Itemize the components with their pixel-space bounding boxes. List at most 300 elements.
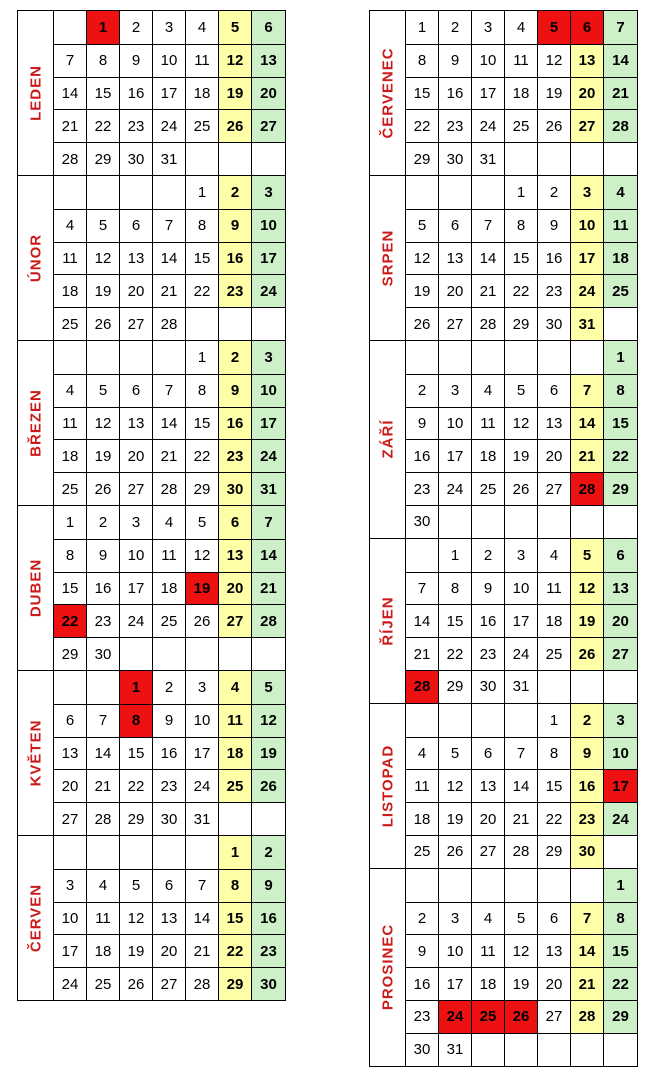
month-block [18, 835, 285, 1000]
day-cell: 27 [571, 109, 604, 142]
empty-cell [505, 142, 538, 175]
day-cell: 7 [406, 572, 439, 605]
day-cell: 9 [120, 44, 153, 77]
day-cell: 19 [219, 77, 252, 110]
day-cell: 6 [472, 737, 505, 770]
empty-cell [571, 670, 604, 703]
day-cell: 15 [87, 77, 120, 110]
month-name: PROSINEC [379, 923, 396, 1011]
day-cell: 19 [505, 967, 538, 1000]
day-cell: 3 [153, 11, 186, 44]
day-cell: 24 [252, 439, 285, 472]
day-cell: 15 [186, 242, 219, 275]
day-cell: 2 [219, 176, 252, 209]
day-cell: 26 [406, 307, 439, 340]
day-cell: 24 [505, 637, 538, 670]
day-cell: 16 [406, 439, 439, 472]
day-cell: 24 [439, 1000, 472, 1033]
day-cell: 20 [604, 604, 637, 637]
day-cell: 17 [252, 242, 285, 275]
day-cell: 30 [439, 142, 472, 175]
day-cell: 12 [219, 44, 252, 77]
day-cell: 2 [571, 704, 604, 737]
day-cell: 5 [87, 209, 120, 242]
day-cell: 13 [120, 407, 153, 440]
month-block [370, 538, 637, 703]
day-cell: 26 [505, 1000, 538, 1033]
day-cell: 7 [54, 44, 87, 77]
empty-cell [472, 869, 505, 902]
day-cell: 28 [153, 307, 186, 340]
day-cell: 16 [120, 77, 153, 110]
empty-cell [252, 142, 285, 175]
day-cell: 3 [439, 902, 472, 935]
month-label-cell [18, 176, 54, 340]
day-cell: 14 [571, 407, 604, 440]
empty-cell [87, 341, 120, 374]
day-cell: 15 [505, 242, 538, 275]
day-cell: 9 [153, 704, 186, 737]
day-cell: 14 [252, 539, 285, 572]
day-cell: 20 [571, 77, 604, 110]
day-cell: 24 [472, 109, 505, 142]
day-cell: 18 [87, 934, 120, 967]
empty-cell [87, 176, 120, 209]
month-block [370, 703, 637, 868]
day-cell: 28 [54, 142, 87, 175]
day-cell: 17 [186, 737, 219, 770]
day-cell: 7 [186, 869, 219, 902]
day-cell: 23 [87, 604, 120, 637]
day-cell: 1 [186, 341, 219, 374]
day-cell: 25 [219, 769, 252, 802]
day-cell: 19 [252, 737, 285, 770]
day-cell: 21 [571, 967, 604, 1000]
day-cell: 22 [219, 934, 252, 967]
day-cell: 6 [538, 374, 571, 407]
day-cell: 6 [604, 539, 637, 572]
empty-cell [186, 307, 219, 340]
day-cell: 26 [120, 967, 153, 1000]
empty-cell [54, 11, 87, 44]
day-cell: 2 [252, 836, 285, 869]
day-cell: 20 [538, 967, 571, 1000]
empty-cell [604, 142, 637, 175]
day-cell: 6 [54, 704, 87, 737]
day-cell: 11 [538, 572, 571, 605]
day-cell: 12 [120, 902, 153, 935]
calendar-column-right [369, 10, 638, 1067]
day-cell: 14 [571, 934, 604, 967]
day-cell: 27 [439, 307, 472, 340]
day-cell: 28 [472, 307, 505, 340]
day-cell: 4 [505, 11, 538, 44]
day-cell: 15 [538, 769, 571, 802]
month-name: ÚNOR [27, 233, 44, 283]
day-cell: 27 [120, 472, 153, 505]
day-cell: 3 [571, 176, 604, 209]
day-cell: 20 [120, 274, 153, 307]
day-cell: 3 [439, 374, 472, 407]
month-name: LISTOPAD [379, 744, 396, 827]
day-cell: 15 [120, 737, 153, 770]
month-name: ČERVENEC [379, 47, 396, 139]
day-cell: 21 [87, 769, 120, 802]
day-cell: 14 [505, 769, 538, 802]
day-cell: 10 [571, 209, 604, 242]
day-cell: 1 [604, 869, 637, 902]
day-cell: 2 [472, 539, 505, 572]
day-cell: 1 [406, 11, 439, 44]
day-cell: 17 [439, 967, 472, 1000]
empty-cell [406, 539, 439, 572]
day-cell: 7 [153, 374, 186, 407]
day-cell: 9 [538, 209, 571, 242]
day-cell: 26 [219, 109, 252, 142]
day-cell: 28 [252, 604, 285, 637]
empty-cell [406, 341, 439, 374]
empty-cell [505, 1033, 538, 1066]
month-label-cell [18, 671, 54, 835]
day-cell: 13 [252, 44, 285, 77]
day-cell: 24 [54, 967, 87, 1000]
day-cell: 2 [219, 341, 252, 374]
day-cell: 4 [538, 539, 571, 572]
day-cell: 27 [153, 967, 186, 1000]
empty-cell [505, 341, 538, 374]
day-cell: 29 [87, 142, 120, 175]
empty-cell [54, 176, 87, 209]
day-cell: 11 [153, 539, 186, 572]
day-cell: 9 [406, 934, 439, 967]
day-cell: 3 [186, 671, 219, 704]
empty-cell [120, 176, 153, 209]
day-cell: 24 [120, 604, 153, 637]
day-cell: 9 [439, 44, 472, 77]
day-cell: 7 [571, 902, 604, 935]
day-cell: 25 [87, 967, 120, 1000]
day-cell: 29 [538, 835, 571, 868]
day-cell: 8 [505, 209, 538, 242]
month-block [370, 868, 637, 1066]
day-cell: 5 [538, 11, 571, 44]
day-cell: 11 [406, 769, 439, 802]
day-cell: 2 [406, 374, 439, 407]
day-cell: 27 [120, 307, 153, 340]
empty-cell [406, 704, 439, 737]
empty-cell [472, 1033, 505, 1066]
day-cell: 3 [505, 539, 538, 572]
empty-cell [54, 341, 87, 374]
month-name: ZÁŘÍ [379, 419, 396, 459]
day-cell: 30 [120, 142, 153, 175]
day-cell: 23 [120, 109, 153, 142]
day-cell: 10 [252, 209, 285, 242]
day-cell: 6 [571, 11, 604, 44]
day-cell: 7 [472, 209, 505, 242]
day-cell: 14 [54, 77, 87, 110]
day-cell: 21 [505, 802, 538, 835]
day-cell: 1 [505, 176, 538, 209]
day-cell: 21 [406, 637, 439, 670]
day-cell: 1 [54, 506, 87, 539]
day-cell: 5 [186, 506, 219, 539]
day-cell: 11 [87, 902, 120, 935]
month-label-cell [18, 836, 54, 1000]
empty-cell [538, 869, 571, 902]
day-cell: 13 [538, 934, 571, 967]
day-cell: 29 [120, 802, 153, 835]
day-cell: 14 [87, 737, 120, 770]
day-cell: 29 [505, 307, 538, 340]
empty-cell [538, 341, 571, 374]
empty-cell [219, 637, 252, 670]
day-cell: 19 [571, 604, 604, 637]
empty-cell [153, 341, 186, 374]
day-cell: 26 [87, 307, 120, 340]
empty-cell [604, 307, 637, 340]
day-cell: 12 [406, 242, 439, 275]
empty-cell [186, 637, 219, 670]
day-cell: 29 [439, 670, 472, 703]
day-cell: 17 [472, 77, 505, 110]
day-cell: 13 [538, 407, 571, 440]
empty-cell [604, 1033, 637, 1066]
empty-cell [571, 1033, 604, 1066]
day-cell: 31 [505, 670, 538, 703]
day-cell: 16 [472, 604, 505, 637]
day-cell: 13 [120, 242, 153, 275]
empty-cell [186, 142, 219, 175]
empty-cell [538, 142, 571, 175]
day-cell: 22 [406, 109, 439, 142]
day-cell: 4 [87, 869, 120, 902]
day-cell: 16 [153, 737, 186, 770]
day-cell: 12 [87, 407, 120, 440]
empty-cell [252, 802, 285, 835]
day-cell: 6 [153, 869, 186, 902]
day-cell: 2 [406, 902, 439, 935]
day-cell: 16 [252, 902, 285, 935]
empty-cell [87, 671, 120, 704]
day-cell: 17 [604, 769, 637, 802]
empty-cell [538, 505, 571, 538]
empty-cell [252, 307, 285, 340]
day-cell: 28 [87, 802, 120, 835]
empty-cell [120, 637, 153, 670]
day-cell: 14 [153, 407, 186, 440]
day-cell: 14 [406, 604, 439, 637]
day-cell: 25 [54, 307, 87, 340]
day-cell: 7 [571, 374, 604, 407]
day-cell: 5 [120, 869, 153, 902]
day-cell: 4 [153, 506, 186, 539]
day-cell: 18 [54, 439, 87, 472]
calendar-column-left [17, 10, 286, 1001]
day-cell: 17 [153, 77, 186, 110]
day-cell: 5 [571, 539, 604, 572]
month-block [18, 175, 285, 340]
day-cell: 23 [219, 439, 252, 472]
day-cell: 30 [252, 967, 285, 1000]
day-cell: 19 [538, 77, 571, 110]
month-label-cell [370, 869, 406, 1066]
day-cell: 22 [604, 439, 637, 472]
month-block [18, 340, 285, 505]
day-cell: 18 [153, 572, 186, 605]
day-cell: 11 [186, 44, 219, 77]
empty-cell [538, 1033, 571, 1066]
day-cell: 8 [219, 869, 252, 902]
empty-cell [604, 670, 637, 703]
day-cell: 1 [538, 704, 571, 737]
day-cell: 19 [120, 934, 153, 967]
day-cell: 8 [186, 374, 219, 407]
day-cell: 10 [252, 374, 285, 407]
day-cell: 17 [505, 604, 538, 637]
day-cell: 25 [472, 1000, 505, 1033]
day-cell: 12 [186, 539, 219, 572]
day-cell: 23 [538, 274, 571, 307]
day-cell: 15 [186, 407, 219, 440]
day-cell: 22 [54, 604, 87, 637]
month-name: ŘÍJEN [379, 596, 396, 646]
day-cell: 10 [472, 44, 505, 77]
empty-cell [439, 505, 472, 538]
day-cell: 18 [505, 77, 538, 110]
day-cell: 1 [120, 671, 153, 704]
day-cell: 6 [439, 209, 472, 242]
empty-cell [153, 836, 186, 869]
day-cell: 1 [604, 341, 637, 374]
day-cell: 5 [219, 11, 252, 44]
day-cell: 10 [54, 902, 87, 935]
day-cell: 30 [153, 802, 186, 835]
day-cell: 31 [252, 472, 285, 505]
day-cell: 14 [186, 902, 219, 935]
day-cell: 10 [604, 737, 637, 770]
day-cell: 12 [505, 407, 538, 440]
day-cell: 16 [538, 242, 571, 275]
month-label-cell [370, 539, 406, 703]
day-cell: 4 [186, 11, 219, 44]
day-cell: 30 [87, 637, 120, 670]
day-cell: 19 [406, 274, 439, 307]
month-block [370, 175, 637, 340]
day-cell: 20 [54, 769, 87, 802]
day-cell: 5 [87, 374, 120, 407]
day-cell: 23 [219, 274, 252, 307]
day-cell: 26 [87, 472, 120, 505]
month-label-cell [370, 11, 406, 175]
day-cell: 5 [505, 902, 538, 935]
day-cell: 30 [406, 505, 439, 538]
day-cell: 26 [186, 604, 219, 637]
empty-cell [406, 176, 439, 209]
day-cell: 30 [571, 835, 604, 868]
month-label-cell [370, 176, 406, 340]
empty-cell [571, 869, 604, 902]
day-cell: 16 [219, 242, 252, 275]
day-cell: 17 [571, 242, 604, 275]
day-cell: 13 [571, 44, 604, 77]
day-cell: 23 [153, 769, 186, 802]
month-block [18, 670, 285, 835]
day-cell: 2 [120, 11, 153, 44]
day-cell: 12 [87, 242, 120, 275]
day-cell: 12 [252, 704, 285, 737]
day-cell: 29 [406, 142, 439, 175]
day-cell: 13 [472, 769, 505, 802]
day-cell: 6 [120, 209, 153, 242]
day-cell: 25 [54, 472, 87, 505]
day-cell: 9 [406, 407, 439, 440]
day-cell: 15 [54, 572, 87, 605]
day-cell: 28 [604, 109, 637, 142]
empty-cell [505, 704, 538, 737]
month-block [370, 11, 637, 175]
day-cell: 15 [604, 934, 637, 967]
day-cell: 21 [54, 109, 87, 142]
day-cell: 17 [252, 407, 285, 440]
day-cell: 11 [505, 44, 538, 77]
day-cell: 29 [604, 1000, 637, 1033]
day-cell: 25 [538, 637, 571, 670]
day-cell: 24 [439, 472, 472, 505]
month-name: KVĚTEN [27, 719, 44, 787]
empty-cell [54, 836, 87, 869]
empty-cell [472, 176, 505, 209]
day-cell: 23 [406, 1000, 439, 1033]
day-cell: 21 [153, 274, 186, 307]
day-cell: 4 [406, 737, 439, 770]
day-cell: 4 [472, 374, 505, 407]
day-cell: 4 [219, 671, 252, 704]
day-cell: 19 [505, 439, 538, 472]
day-cell: 18 [538, 604, 571, 637]
day-cell: 20 [219, 572, 252, 605]
day-cell: 6 [252, 11, 285, 44]
day-cell: 17 [120, 572, 153, 605]
day-cell: 15 [439, 604, 472, 637]
empty-cell [604, 505, 637, 538]
day-cell: 10 [505, 572, 538, 605]
day-cell: 31 [472, 142, 505, 175]
day-cell: 26 [538, 109, 571, 142]
day-cell: 11 [472, 407, 505, 440]
day-cell: 12 [505, 934, 538, 967]
day-cell: 15 [406, 77, 439, 110]
day-cell: 31 [439, 1033, 472, 1066]
day-cell: 8 [87, 44, 120, 77]
empty-cell [439, 869, 472, 902]
day-cell: 6 [219, 506, 252, 539]
day-cell: 28 [505, 835, 538, 868]
day-cell: 18 [54, 274, 87, 307]
day-cell: 19 [186, 572, 219, 605]
day-cell: 18 [406, 802, 439, 835]
day-cell: 7 [87, 704, 120, 737]
day-cell: 6 [538, 902, 571, 935]
empty-cell [604, 835, 637, 868]
day-cell: 30 [538, 307, 571, 340]
day-cell: 2 [439, 11, 472, 44]
day-cell: 26 [505, 472, 538, 505]
day-cell: 23 [439, 109, 472, 142]
day-cell: 9 [219, 374, 252, 407]
day-cell: 17 [439, 439, 472, 472]
day-cell: 19 [87, 274, 120, 307]
